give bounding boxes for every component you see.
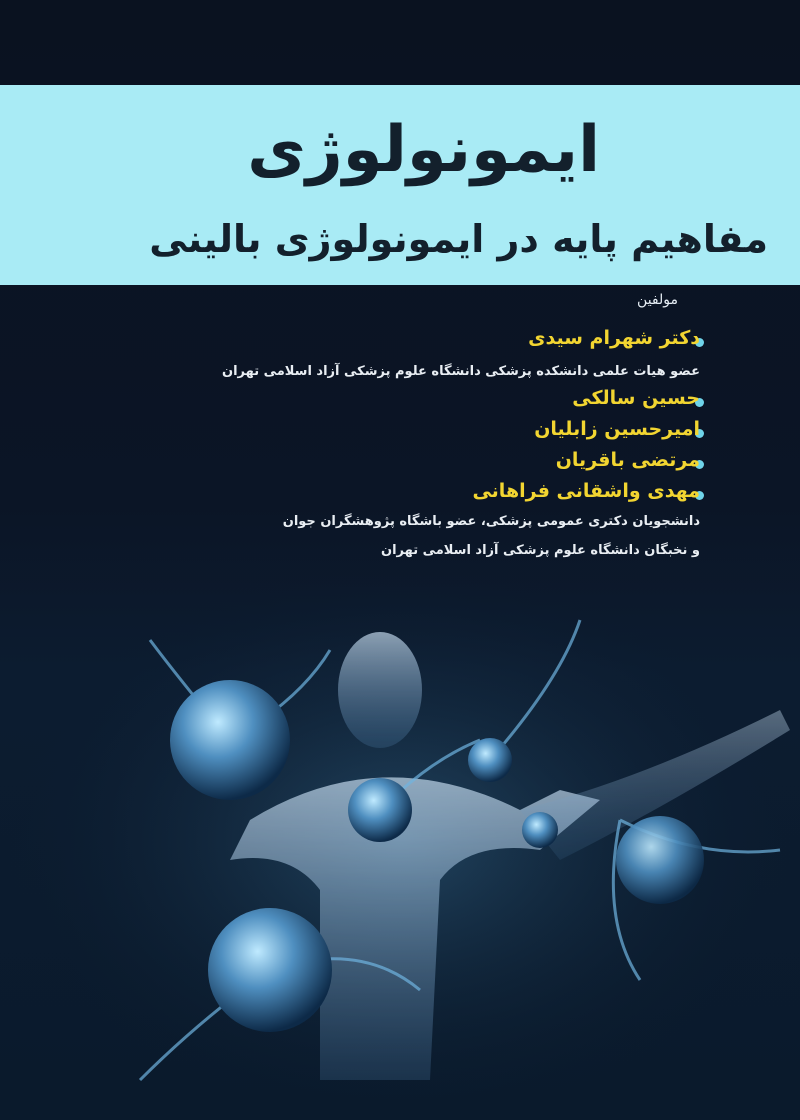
author-name: امیرحسین زابلیان [534, 418, 700, 440]
coauthors-affiliation: و نخبگان دانشگاه علوم پزشکی آزاد اسلامی تهران [380, 543, 700, 558]
author-name: حسین سالکی [572, 387, 700, 409]
author-name: مهدی واشقانی فراهانی [472, 480, 700, 502]
book-subtitle: مفاهیم پایه در ایمونولوژی بالینی [149, 217, 768, 261]
authors-heading: مولفین [637, 292, 678, 308]
author-name: مرتضی باقریان [555, 449, 700, 471]
immune-cells-illustration [0, 560, 800, 1120]
book-title: ایمونولوژی [247, 113, 600, 187]
coauthors-affiliation: دانشجویان دکتری عمومی پزشکی، عضو باشگاه پژوهشگران جوان [282, 514, 700, 529]
author-affiliation: عضو هیات علمی دانشکده پزشکی دانشگاه علوم پزشکی آزاد اسلامی تهران [221, 364, 700, 379]
author-name: دکتر شهرام سیدی [528, 327, 700, 349]
